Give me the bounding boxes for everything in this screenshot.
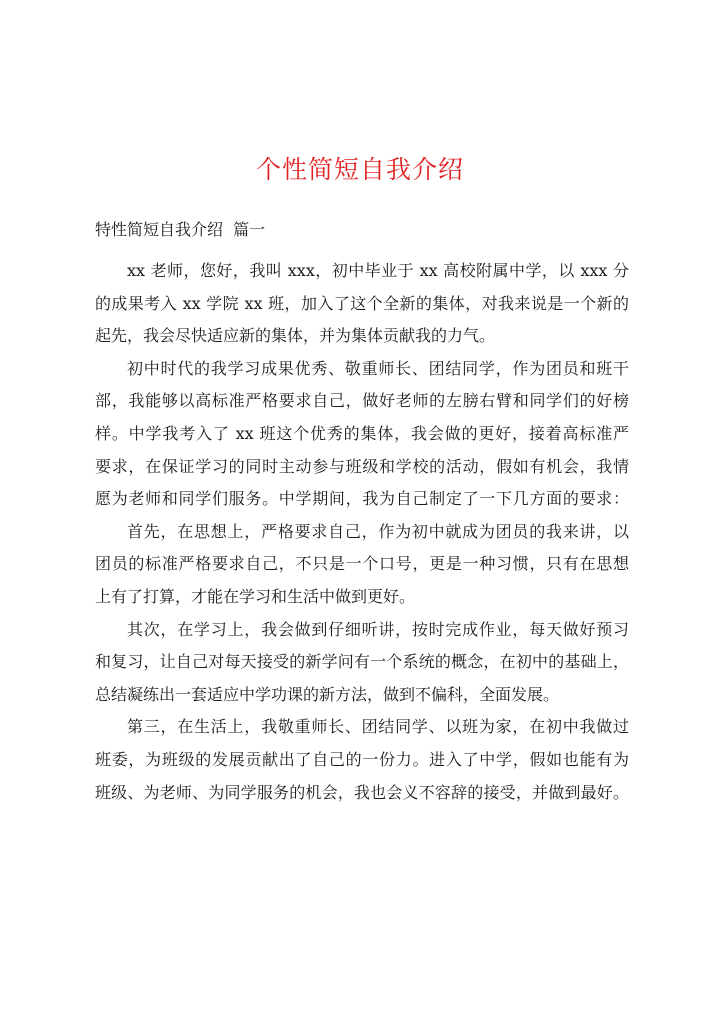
text-line: 的成果考入 xx 学院 xx 班，加入了这个全新的集体，对我来说是一个新的 (95, 293, 629, 313)
document-title: 个性简短自我介绍 (255, 155, 464, 184)
text-line: 其次，在学习上，我会做到仔细听讲，按时完成作业，每天做好预习 (127, 619, 629, 639)
text-line: 愿为老师和同学们服务。中学期间，我为自己制定了一下几方面的要求： (95, 489, 629, 509)
paragraph-2 (95, 353, 629, 516)
paragraph-4 (95, 614, 629, 712)
text-line: 班委，为班级的发展贡献出了自己的一份力。进入了中学，假如也能有为 (95, 749, 629, 769)
text-line: 团员的标准严格要求自己，不只是一个口号，更是一种习惯，只有在思想 (95, 554, 629, 574)
text-line: 总结凝练出一套适应中学功课的新方法，做到不偏科，全面发展。 (95, 684, 560, 704)
text-line: 部，我能够以高标准严格要求自己，做好老师的左膀右臂和同学们的好榜 (95, 391, 629, 411)
paragraph-3 (95, 516, 629, 614)
section-heading: 特性简短自我介绍 篇一 (95, 220, 266, 239)
text-line: 初中时代的我学习成果优秀、敬重师长、团结同学，作为团员和班干 (127, 358, 629, 378)
text-line: 起先，我会尽快适应新的集体，并为集体贡献我的力气。 (95, 326, 496, 346)
text-line: 和复习，让自己对每天接受的新学问有一个系统的概念，在初中的基础上， (95, 652, 629, 672)
text-line: 首先，在思想上，严格要求自己，作为初中就成为团员的我来讲，以 (127, 521, 629, 541)
text-line: 上有了打算，才能在学习和生活中做到更好。 (95, 586, 416, 606)
text-line: 第三，在生活上，我敬重师长、团结同学、以班为家，在初中我做过 (127, 717, 629, 737)
text-line: xx 老师，您好，我叫 xxx，初中毕业于 xx 高校附属中学，以 xxx 分 (127, 261, 629, 280)
paragraph-5 (95, 711, 629, 809)
text-line: 要求，在保证学习的同时主动参与班级和学校的活动，假如有机会，我情 (95, 456, 629, 476)
text-line: 样。中学我考入了 xx 班这个优秀的集体，我会做的更好，接着高标准严 (95, 423, 629, 443)
paragraph-1 (95, 255, 629, 353)
text-line: 班级、为老师、为同学服务的机会，我也会义不容辞的接受，并做到最好。 (95, 782, 629, 802)
document-body (95, 255, 629, 809)
